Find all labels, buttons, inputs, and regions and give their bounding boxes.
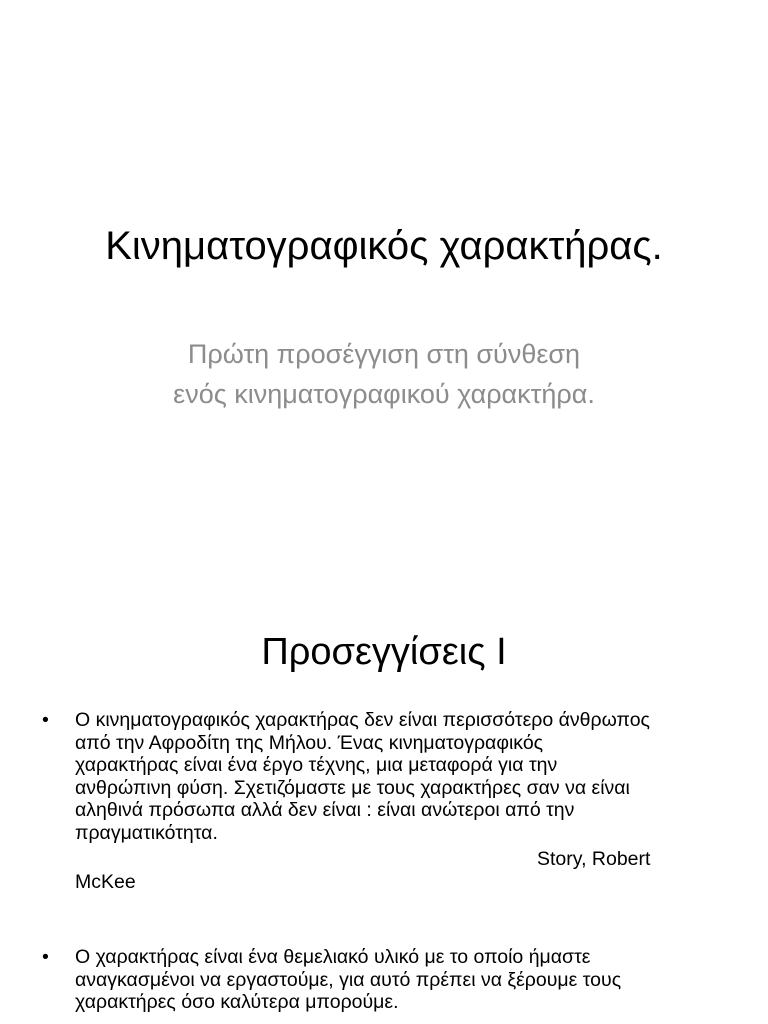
bullet-line: αληθινά πρόσωπα αλλά δεν είναι : είναι ανώτεροι από την xyxy=(75,799,575,821)
bullet-line: χαρακτήρας είναι ένα έργο τέχνης, μια μεταφορά για την xyxy=(75,754,558,776)
bullet-line: Ο χαρακτήρας είναι ένα θεμελιακό υλικό με το οποίο ήμαστε xyxy=(75,946,591,968)
presentation-title: Κινηματογραφικός χαρακτήρας. xyxy=(105,224,663,268)
bullet-line: από την Αφροδίτη της Μήλου. Ένας κινηματογραφικός xyxy=(75,731,544,754)
slide-title: Προσεγγίσεις Ι xyxy=(261,631,507,673)
quote-attribution-author: McKee xyxy=(75,870,136,893)
bullet-dot-icon: • xyxy=(42,946,49,968)
bullet-line: αναγκασμένοι να εργαστούμε, για αυτό πρέπει να ξέρουμε τους xyxy=(75,968,622,991)
bullet-line: πραγματικότητα. xyxy=(75,821,218,844)
subtitle-line: Πρώτη προσέγγιση στη σύνθεση xyxy=(187,339,581,369)
bullet-item xyxy=(42,946,732,1014)
presentation-subtitle xyxy=(0,334,768,414)
content-slide xyxy=(0,576,768,1024)
bullet-list xyxy=(42,709,732,1014)
bullet-dot-icon: • xyxy=(42,709,49,731)
bullet-line: ανθρώπινη φύση. Σχετιζόμαστε με τους χαρακτήρες σαν να είναι xyxy=(75,776,630,799)
bullet-line: χαρακτήρες όσο καλύτερα μπορούμε. xyxy=(75,991,399,1013)
quote-attribution: Story, Robert xyxy=(537,848,651,870)
bullet-line: Ο κινηματογραφικός χαρακτήρας δεν είναι περισσότερο άνθρωπος xyxy=(75,709,650,731)
bullet-item xyxy=(42,709,732,893)
subtitle-line: ενός κινηματογραφικού χαρακτήρα. xyxy=(173,379,595,409)
